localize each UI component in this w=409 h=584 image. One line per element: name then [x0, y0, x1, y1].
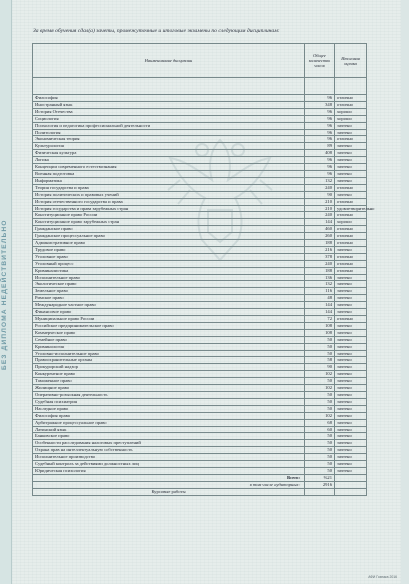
header-final-grade: Итоговая оценка: [335, 44, 367, 78]
discipline-grade: зачтено: [335, 426, 367, 433]
table-row: [33, 454, 367, 461]
discipline-name: Логика: [33, 157, 305, 164]
discipline-grade: зачтено: [335, 385, 367, 392]
discipline-hours: 68: [305, 419, 335, 426]
discipline-grade: отлично: [335, 253, 367, 260]
discipline-name: Экологическое право: [33, 281, 305, 288]
discipline-grade: хорошо: [335, 108, 367, 115]
discipline-name: Конституционное право России: [33, 212, 305, 219]
table-row: [33, 405, 367, 412]
discipline-hours: 96: [305, 95, 335, 102]
discipline-grade: зачтено: [335, 143, 367, 150]
discipline-name: История государства и права зарубежных стран: [33, 205, 305, 212]
discipline-grade: зачтено: [335, 343, 367, 350]
discipline-grade: отлично: [335, 136, 367, 143]
table-row: [33, 108, 367, 115]
discipline-name: Культурология: [33, 143, 305, 150]
discipline-grade: зачтено: [335, 433, 367, 440]
table-row: [33, 226, 367, 233]
discipline-grade: зачтено: [335, 419, 367, 426]
discipline-hours: 50: [305, 378, 335, 385]
total-row-hours: %21: [305, 474, 335, 481]
table-row: [33, 343, 367, 350]
discipline-grade: отлично: [335, 101, 367, 108]
table-row: [33, 267, 367, 274]
table-row: [33, 115, 367, 122]
discipline-hours: 102: [305, 371, 335, 378]
discipline-grade: отлично: [335, 267, 367, 274]
table-row: [33, 329, 367, 336]
discipline-name: Административное право: [33, 240, 305, 247]
discipline-hours: 378: [305, 253, 335, 260]
discipline-name: Прокурорский надзор: [33, 364, 305, 371]
discipline-hours: 90: [305, 364, 335, 371]
discipline-hours: 96: [305, 136, 335, 143]
discipline-hours: 90: [305, 191, 335, 198]
discipline-name: Концепции современного естествознания: [33, 164, 305, 171]
table-row: [33, 212, 367, 219]
table-row: [33, 274, 367, 281]
discipline-grade: отлично: [335, 184, 367, 191]
discipline-hours: 50: [305, 440, 335, 447]
table-row: [33, 143, 367, 150]
discipline-hours: 132: [305, 177, 335, 184]
discipline-name: Муниципальное право России: [33, 316, 305, 323]
discipline-hours: 50: [305, 343, 335, 350]
discipline-hours: 108: [305, 322, 335, 329]
discipline-grade: зачтено: [335, 336, 367, 343]
discipline-hours: 96: [305, 115, 335, 122]
discipline-name: Наследное право: [33, 405, 305, 412]
discipline-grade: зачтено: [335, 170, 367, 177]
discipline-hours: 89: [305, 143, 335, 150]
discipline-grade: отлично: [335, 226, 367, 233]
discipline-hours: 132: [305, 281, 335, 288]
table-row: [33, 322, 367, 329]
table-row: [33, 281, 367, 288]
table-row: [33, 129, 367, 136]
table-row: [33, 136, 367, 143]
discipline-name: Исполнительное производство: [33, 454, 305, 461]
discipline-name: Философия права: [33, 412, 305, 419]
table-row: [33, 467, 367, 474]
printer-imprint: АФИ Гознака 2016: [368, 575, 397, 579]
table-row: [33, 309, 367, 316]
right-security-band: [401, 0, 409, 584]
table-header-row: [33, 44, 367, 78]
table-row: [33, 177, 367, 184]
discipline-hours: 50: [305, 398, 335, 405]
discipline-grade: зачтено: [335, 412, 367, 419]
discipline-name: Физическая культура: [33, 150, 305, 157]
discipline-grade: зачтено: [335, 129, 367, 136]
coursework-row: [33, 488, 367, 495]
discipline-grade: зачтено: [335, 322, 367, 329]
table-row: [33, 440, 367, 447]
discipline-name: Конкурентное право: [33, 371, 305, 378]
discipline-name: Трудовое право: [33, 246, 305, 253]
discipline-name: История политических и правовых учений: [33, 191, 305, 198]
discipline-grade: зачтено: [335, 391, 367, 398]
total-row-label: Всего:: [33, 474, 305, 481]
discipline-grade: зачтено: [335, 150, 367, 157]
table-row: [33, 240, 367, 247]
discipline-name: Иностранный язык: [33, 101, 305, 108]
table-row: [33, 95, 367, 102]
discipline-grade: отлично: [335, 212, 367, 219]
header-discipline-name: Наименование дисциплин: [33, 44, 305, 78]
discipline-grade: зачтено: [335, 461, 367, 468]
discipline-grade: зачтено: [335, 281, 367, 288]
discipline-hours: 50: [305, 336, 335, 343]
discipline-name: Гражданское право: [33, 226, 305, 233]
discipline-grade: зачтено: [335, 378, 367, 385]
table-row: [33, 391, 367, 398]
discipline-name: Римское право: [33, 295, 305, 302]
grades-table: [32, 43, 375, 496]
discipline-hours: 102: [305, 385, 335, 392]
classroom-hours-row-hours: 2916: [305, 481, 335, 488]
discipline-name: Жилищное право: [33, 385, 305, 392]
discipline-name: Информатика: [33, 177, 305, 184]
discipline-grade: зачтено: [335, 246, 367, 253]
discipline-grade: отлично: [335, 198, 367, 205]
table-row: [33, 412, 367, 419]
discipline-grade: зачтено: [335, 454, 367, 461]
discipline-grade: отлично: [335, 233, 367, 240]
discipline-grade: удовлетворительно: [335, 205, 367, 212]
discipline-hours: 188: [305, 240, 335, 247]
discipline-name: Земельное право: [33, 288, 305, 295]
table-row: [33, 191, 367, 198]
discipline-hours: 72: [305, 316, 335, 323]
discipline-hours: 50: [305, 447, 335, 454]
discipline-name: Уголовное право: [33, 253, 305, 260]
discipline-name: Политология: [33, 129, 305, 136]
discipline-name: Исполнительное право: [33, 274, 305, 281]
discipline-grade: зачтено: [335, 288, 367, 295]
discipline-name: Арбитражное процессуальное право: [33, 419, 305, 426]
discipline-hours: 50: [305, 433, 335, 440]
discipline-hours: 144: [305, 302, 335, 309]
discipline-grade: зачтено: [335, 364, 367, 371]
discipline-grade: отлично: [335, 316, 367, 323]
discipline-name: Российское предпринимательское право: [33, 322, 305, 329]
table-row: [33, 461, 367, 468]
table-row: [33, 288, 367, 295]
table-row: [33, 357, 367, 364]
discipline-hours: 96: [305, 108, 335, 115]
discipline-hours: 50: [305, 405, 335, 412]
table-row: [33, 385, 367, 392]
coursework-row-grade: [335, 488, 367, 495]
discipline-name: Судебный контроль за действиями должностных лиц: [33, 461, 305, 468]
table-row: [33, 101, 367, 108]
discipline-name: Коммерческое право: [33, 329, 305, 336]
discipline-grade: зачтено: [335, 440, 367, 447]
discipline-hours: 50: [305, 467, 335, 474]
discipline-name: История Отечества: [33, 108, 305, 115]
discipline-grade: зачтено: [335, 302, 367, 309]
discipline-hours: 348: [305, 101, 335, 108]
discipline-hours: 96: [305, 157, 335, 164]
discipline-hours: 60: [305, 426, 335, 433]
discipline-name: Философия: [33, 95, 305, 102]
discipline-name: Судебная психиатрия: [33, 398, 305, 405]
discipline-grade: зачтено: [335, 309, 367, 316]
discipline-name: Таможенное право: [33, 378, 305, 385]
discipline-name: Гражданское процессуальное право: [33, 233, 305, 240]
table-row: [33, 295, 367, 302]
discipline-grade: зачтено: [335, 329, 367, 336]
discipline-grade: зачтено: [335, 122, 367, 129]
discipline-hours: 96: [305, 129, 335, 136]
discipline-hours: 136: [305, 274, 335, 281]
discipline-hours: 144: [305, 219, 335, 226]
table-row: [33, 233, 367, 240]
left-security-band: [0, 0, 12, 584]
discipline-grade: зачтено: [335, 157, 367, 164]
discipline-name: Криминология: [33, 343, 305, 350]
discipline-grade: зачтено: [335, 177, 367, 184]
discipline-grade: зачтено: [335, 398, 367, 405]
discipline-grade: хорошо: [335, 115, 367, 122]
total-row: [33, 474, 367, 481]
discipline-grade: зачтено: [335, 357, 367, 364]
discipline-hours: 188: [305, 267, 335, 274]
table-row: [33, 371, 367, 378]
discipline-name: Криминалистика: [33, 267, 305, 274]
table-row: [33, 447, 367, 454]
discipline-grade: зачтено: [335, 467, 367, 474]
table-row: [33, 184, 367, 191]
discipline-grade: отлично: [335, 95, 367, 102]
discipline-name: Психология и педагогика профессиональной деятельности: [33, 122, 305, 129]
discipline-name: Уголовно-исполнительное право: [33, 350, 305, 357]
table-row: [33, 426, 367, 433]
discipline-grade: зачтено: [335, 164, 367, 171]
discipline-name: Конституционное право зарубежных стран: [33, 219, 305, 226]
table-row: [33, 170, 367, 177]
discipline-hours: 50: [305, 391, 335, 398]
table-row: [33, 198, 367, 205]
discipline-hours: 50: [305, 454, 335, 461]
discipline-grade: отлично: [335, 240, 367, 247]
discipline-hours: 58: [305, 357, 335, 364]
table-row: [33, 246, 367, 253]
discipline-hours: 96: [305, 122, 335, 129]
discipline-grade: зачтено: [335, 295, 367, 302]
table-row: [33, 316, 367, 323]
classroom-hours-row-label: в том числе аудиторных:: [33, 481, 305, 488]
discipline-name: Семейное право: [33, 336, 305, 343]
discipline-name: Охрана прав на интеллектуальную собственность: [33, 447, 305, 454]
table-row: [33, 398, 367, 405]
discipline-name: Международное частное право: [33, 302, 305, 309]
table-row: [33, 260, 367, 267]
discipline-name: Правоохранительные органы: [33, 357, 305, 364]
discipline-grade: зачтено: [335, 447, 367, 454]
coursework-row-hours: [305, 488, 335, 495]
discipline-name: Теория государства и права: [33, 184, 305, 191]
classroom-hours-row-grade: [335, 481, 367, 488]
discipline-hours: 48: [305, 295, 335, 302]
discipline-hours: 108: [305, 329, 335, 336]
table-row: [33, 336, 367, 343]
table-row: [33, 378, 367, 385]
discipline-hours: 408: [305, 150, 335, 157]
discipline-grade: хорошо: [335, 219, 367, 226]
side-warning-text: БЕЗ ДИПЛОМА НЕДЕЙСТВИТЕЛЬНО: [1, 219, 8, 371]
discipline-grade: зачтено: [335, 371, 367, 378]
discipline-name: Оперативно-розыскная деятельность: [33, 391, 305, 398]
discipline-name: Социология: [33, 115, 305, 122]
table-row: [33, 364, 367, 371]
discipline-name: Особенности расследования налоговых преступлений: [33, 440, 305, 447]
discipline-grade: зачтено: [335, 350, 367, 357]
discipline-name: Финансовое право: [33, 309, 305, 316]
discipline-hours: 50: [305, 461, 335, 468]
table-row: [33, 253, 367, 260]
total-row-grade: [335, 474, 367, 481]
discipline-hours: 460: [305, 226, 335, 233]
discipline-name: Уголовный процесс: [33, 260, 305, 267]
header-total-hours: Общее количество часов: [305, 44, 335, 78]
discipline-hours: 260: [305, 233, 335, 240]
discipline-name: Банковское право: [33, 433, 305, 440]
table-row: [33, 419, 367, 426]
table-row: [33, 150, 367, 157]
table-row: [33, 205, 367, 212]
table-row: [33, 302, 367, 309]
discipline-name: Военная подготовка: [33, 170, 305, 177]
discipline-hours: 210: [305, 205, 335, 212]
discipline-hours: 240: [305, 184, 335, 191]
table-row: [33, 164, 367, 171]
table-spacer-row: [33, 78, 367, 95]
discipline-hours: 210: [305, 198, 335, 205]
discipline-grade: отлично: [335, 260, 367, 267]
classroom-hours-row: [33, 481, 367, 488]
discipline-hours: 216: [305, 246, 335, 253]
discipline-hours: 102: [305, 412, 335, 419]
table-row: [33, 350, 367, 357]
table-row: [33, 433, 367, 440]
discipline-hours: 240: [305, 212, 335, 219]
discipline-hours: 96: [305, 164, 335, 171]
discipline-hours: 96: [305, 170, 335, 177]
discipline-grade: зачтено: [335, 274, 367, 281]
discipline-hours: 144: [305, 309, 335, 316]
discipline-name: История отечественного государства и права: [33, 198, 305, 205]
table-row: [33, 157, 367, 164]
discipline-hours: 116: [305, 288, 335, 295]
page-heading: За время обучения сдал(а) зачеты, промежуточные и итоговые экзамены по следующим дисциплинам:: [33, 28, 280, 34]
discipline-name: Экономическая теория: [33, 136, 305, 143]
discipline-name: Латинский язык: [33, 426, 305, 433]
table-row: [33, 219, 367, 226]
discipline-grade: зачтено: [335, 191, 367, 198]
discipline-hours: 240: [305, 260, 335, 267]
discipline-hours: 50: [305, 350, 335, 357]
coursework-row-label: Курсовые работы: [33, 488, 305, 495]
discipline-name: Юридическая психология: [33, 467, 305, 474]
table-row: [33, 122, 367, 129]
grades-table-body: [33, 78, 375, 496]
discipline-grade: зачтено: [335, 405, 367, 412]
